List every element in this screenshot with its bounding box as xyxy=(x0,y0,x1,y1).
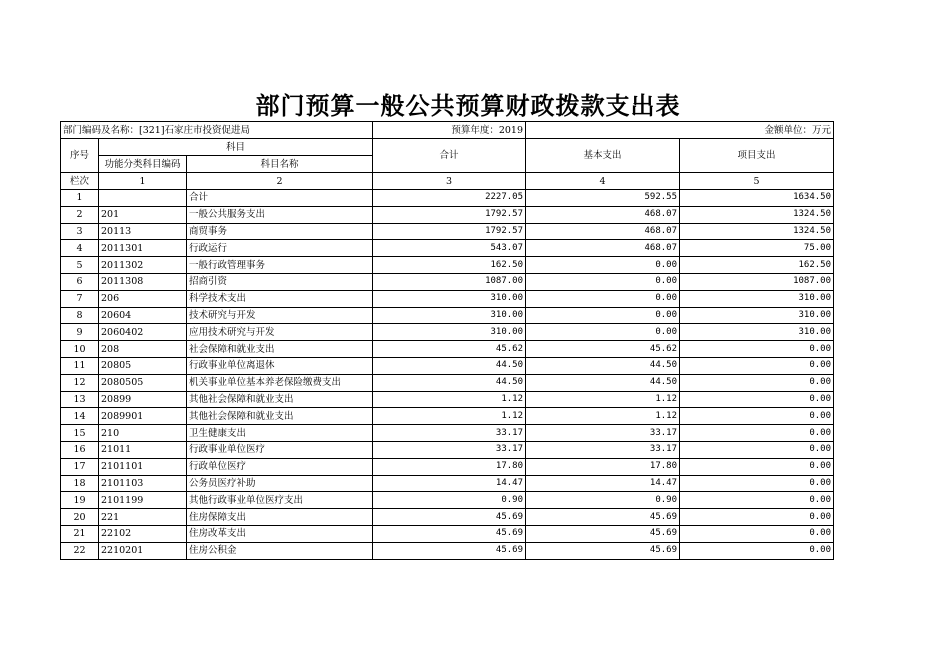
row-code: 2101103 xyxy=(99,475,187,492)
row-code: 20113 xyxy=(99,223,187,240)
row-name: 住房保障支出 xyxy=(187,509,373,526)
row-name: 其他社会保障和就业支出 xyxy=(187,391,373,408)
row-project: 0.00 xyxy=(680,408,834,425)
row-name: 应用技术研究与开发 xyxy=(187,324,373,341)
row-seq: 9 xyxy=(61,324,99,341)
row-project: 1324.50 xyxy=(680,206,834,223)
table-row xyxy=(61,525,834,542)
row-project: 310.00 xyxy=(680,324,834,341)
row-code: 2060402 xyxy=(99,324,187,341)
row-code: 2011308 xyxy=(99,273,187,290)
table-row xyxy=(61,240,834,257)
header-row-1 xyxy=(61,139,834,156)
row-basic: 14.47 xyxy=(526,475,680,492)
row-seq: 12 xyxy=(61,374,99,391)
row-project: 0.00 xyxy=(680,542,834,559)
row-seq: 10 xyxy=(61,341,99,358)
row-total: 310.00 xyxy=(373,324,526,341)
row-total: 310.00 xyxy=(373,307,526,324)
row-code: 20805 xyxy=(99,357,187,374)
basic-header: 基本支出 xyxy=(526,139,680,173)
row-total: 45.69 xyxy=(373,509,526,526)
budget-table xyxy=(60,121,834,560)
row-code: 208 xyxy=(99,341,187,358)
row-basic: 1.12 xyxy=(526,408,680,425)
table-row xyxy=(61,273,834,290)
table-row xyxy=(61,257,834,274)
code-header: 功能分类科目编码 xyxy=(99,156,187,173)
total-header: 合计 xyxy=(373,139,526,173)
row-code: 21011 xyxy=(99,441,187,458)
row-code: 22102 xyxy=(99,525,187,542)
row-name: 住房改革支出 xyxy=(187,525,373,542)
row-name: 社会保障和就业支出 xyxy=(187,341,373,358)
row-basic: 33.17 xyxy=(526,441,680,458)
row-seq: 21 xyxy=(61,525,99,542)
row-code: 20604 xyxy=(99,307,187,324)
table-row xyxy=(61,357,834,374)
row-basic: 0.00 xyxy=(526,290,680,307)
row-total: 2227.05 xyxy=(373,190,526,207)
row-total: 33.17 xyxy=(373,425,526,442)
row-code: 2089901 xyxy=(99,408,187,425)
row-code: 20899 xyxy=(99,391,187,408)
table-row xyxy=(61,492,834,509)
row-basic: 45.62 xyxy=(526,341,680,358)
row-total: 1792.57 xyxy=(373,223,526,240)
row-code: 2011301 xyxy=(99,240,187,257)
row-project: 0.00 xyxy=(680,391,834,408)
row-project: 0.00 xyxy=(680,341,834,358)
colnum-5: 5 xyxy=(680,173,834,190)
table-row xyxy=(61,509,834,526)
row-basic: 0.00 xyxy=(526,324,680,341)
table-row xyxy=(61,324,834,341)
row-project: 75.00 xyxy=(680,240,834,257)
seq-header: 序号 xyxy=(61,139,99,173)
row-basic: 0.00 xyxy=(526,273,680,290)
row-total: 1792.57 xyxy=(373,206,526,223)
table-row xyxy=(61,374,834,391)
row-name: 行政事业单位离退休 xyxy=(187,357,373,374)
row-seq: 19 xyxy=(61,492,99,509)
table-row xyxy=(61,475,834,492)
row-basic: 468.07 xyxy=(526,223,680,240)
row-basic: 45.69 xyxy=(526,525,680,542)
row-name: 合计 xyxy=(187,190,373,207)
table-row xyxy=(61,223,834,240)
colnum-1: 1 xyxy=(99,173,187,190)
row-seq: 13 xyxy=(61,391,99,408)
row-name: 行政单位医疗 xyxy=(187,458,373,475)
row-code: 206 xyxy=(99,290,187,307)
row-name: 招商引资 xyxy=(187,273,373,290)
row-name: 科学技术支出 xyxy=(187,290,373,307)
row-seq: 4 xyxy=(61,240,99,257)
name-header: 科目名称 xyxy=(187,156,373,173)
row-seq: 1 xyxy=(61,190,99,207)
table-row xyxy=(61,190,834,207)
colnum-2: 2 xyxy=(187,173,373,190)
row-project: 1324.50 xyxy=(680,223,834,240)
row-total: 1.12 xyxy=(373,408,526,425)
row-total: 162.50 xyxy=(373,257,526,274)
row-project: 0.00 xyxy=(680,509,834,526)
row-total: 33.17 xyxy=(373,441,526,458)
row-seq: 5 xyxy=(61,257,99,274)
row-seq: 20 xyxy=(61,509,99,526)
row-total: 310.00 xyxy=(373,290,526,307)
row-code: 2101199 xyxy=(99,492,187,509)
row-code: 2210201 xyxy=(99,542,187,559)
row-project: 0.00 xyxy=(680,441,834,458)
row-seq: 2 xyxy=(61,206,99,223)
info-row xyxy=(61,122,834,139)
row-name: 一般行政管理事务 xyxy=(187,257,373,274)
row-code: 2080505 xyxy=(99,374,187,391)
colnum-3: 3 xyxy=(373,173,526,190)
row-seq: 22 xyxy=(61,542,99,559)
row-seq: 16 xyxy=(61,441,99,458)
row-project: 0.00 xyxy=(680,458,834,475)
table-row xyxy=(61,542,834,559)
dept-info: 部门编码及名称：[321]石家庄市投资促进局 xyxy=(61,122,373,139)
row-basic: 1.12 xyxy=(526,391,680,408)
row-total: 1087.00 xyxy=(373,273,526,290)
row-total: 17.80 xyxy=(373,458,526,475)
row-total: 543.07 xyxy=(373,240,526,257)
row-basic: 0.00 xyxy=(526,257,680,274)
row-project: 0.00 xyxy=(680,492,834,509)
table-row xyxy=(61,441,834,458)
row-code: 201 xyxy=(99,206,187,223)
row-name: 卫生健康支出 xyxy=(187,425,373,442)
column-number-row xyxy=(61,173,834,190)
row-basic: 17.80 xyxy=(526,458,680,475)
subject-header: 科目 xyxy=(99,139,373,156)
row-project: 1634.50 xyxy=(680,190,834,207)
row-seq: 15 xyxy=(61,425,99,442)
row-seq: 3 xyxy=(61,223,99,240)
table-row xyxy=(61,290,834,307)
row-name: 其他社会保障和就业支出 xyxy=(187,408,373,425)
row-total: 44.50 xyxy=(373,374,526,391)
page-title: 部门预算一般公共预算财政拨款支出表 xyxy=(255,92,681,120)
row-seq: 18 xyxy=(61,475,99,492)
table-row xyxy=(61,458,834,475)
row-name: 公务员医疗补助 xyxy=(187,475,373,492)
unit-info: 金额单位：万元 xyxy=(526,122,834,139)
row-code: 2101101 xyxy=(99,458,187,475)
row-code: 221 xyxy=(99,509,187,526)
row-name: 其他行政事业单位医疗支出 xyxy=(187,492,373,509)
row-project: 0.00 xyxy=(680,374,834,391)
row-basic: 468.07 xyxy=(526,206,680,223)
row-basic: 0.00 xyxy=(526,307,680,324)
row-code: 2011302 xyxy=(99,257,187,274)
row-name: 商贸事务 xyxy=(187,223,373,240)
row-basic: 44.50 xyxy=(526,374,680,391)
row-seq: 17 xyxy=(61,458,99,475)
row-name: 技术研究与开发 xyxy=(187,307,373,324)
row-project: 0.00 xyxy=(680,425,834,442)
row-total: 1.12 xyxy=(373,391,526,408)
row-code xyxy=(99,190,187,207)
row-project: 0.00 xyxy=(680,475,834,492)
row-seq: 7 xyxy=(61,290,99,307)
table-row xyxy=(61,425,834,442)
row-seq: 6 xyxy=(61,273,99,290)
row-basic: 468.07 xyxy=(526,240,680,257)
row-total: 45.62 xyxy=(373,341,526,358)
table-row xyxy=(61,391,834,408)
colnum-4: 4 xyxy=(526,173,680,190)
project-header: 项目支出 xyxy=(680,139,834,173)
row-basic: 33.17 xyxy=(526,425,680,442)
row-project: 310.00 xyxy=(680,307,834,324)
row-seq: 14 xyxy=(61,408,99,425)
row-project: 162.50 xyxy=(680,257,834,274)
row-basic: 44.50 xyxy=(526,357,680,374)
row-seq: 8 xyxy=(61,307,99,324)
row-name: 行政事业单位医疗 xyxy=(187,441,373,458)
table-row xyxy=(61,206,834,223)
row-project: 310.00 xyxy=(680,290,834,307)
row-project: 1087.00 xyxy=(680,273,834,290)
table-row xyxy=(61,307,834,324)
table-row xyxy=(61,341,834,358)
row-total: 14.47 xyxy=(373,475,526,492)
row-code: 210 xyxy=(99,425,187,442)
row-name: 机关事业单位基本养老保险缴费支出 xyxy=(187,374,373,391)
row-total: 45.69 xyxy=(373,525,526,542)
row-basic: 592.55 xyxy=(526,190,680,207)
colnum-label: 栏次 xyxy=(61,173,99,190)
row-total: 45.69 xyxy=(373,542,526,559)
row-seq: 11 xyxy=(61,357,99,374)
row-name: 一般公共服务支出 xyxy=(187,206,373,223)
table-row xyxy=(61,408,834,425)
row-total: 0.90 xyxy=(373,492,526,509)
row-project: 0.00 xyxy=(680,525,834,542)
row-basic: 0.90 xyxy=(526,492,680,509)
row-name: 住房公积金 xyxy=(187,542,373,559)
year-info: 预算年度：2019 xyxy=(373,122,526,139)
row-total: 44.50 xyxy=(373,357,526,374)
row-name: 行政运行 xyxy=(187,240,373,257)
row-basic: 45.69 xyxy=(526,542,680,559)
row-project: 0.00 xyxy=(680,357,834,374)
row-basic: 45.69 xyxy=(526,509,680,526)
